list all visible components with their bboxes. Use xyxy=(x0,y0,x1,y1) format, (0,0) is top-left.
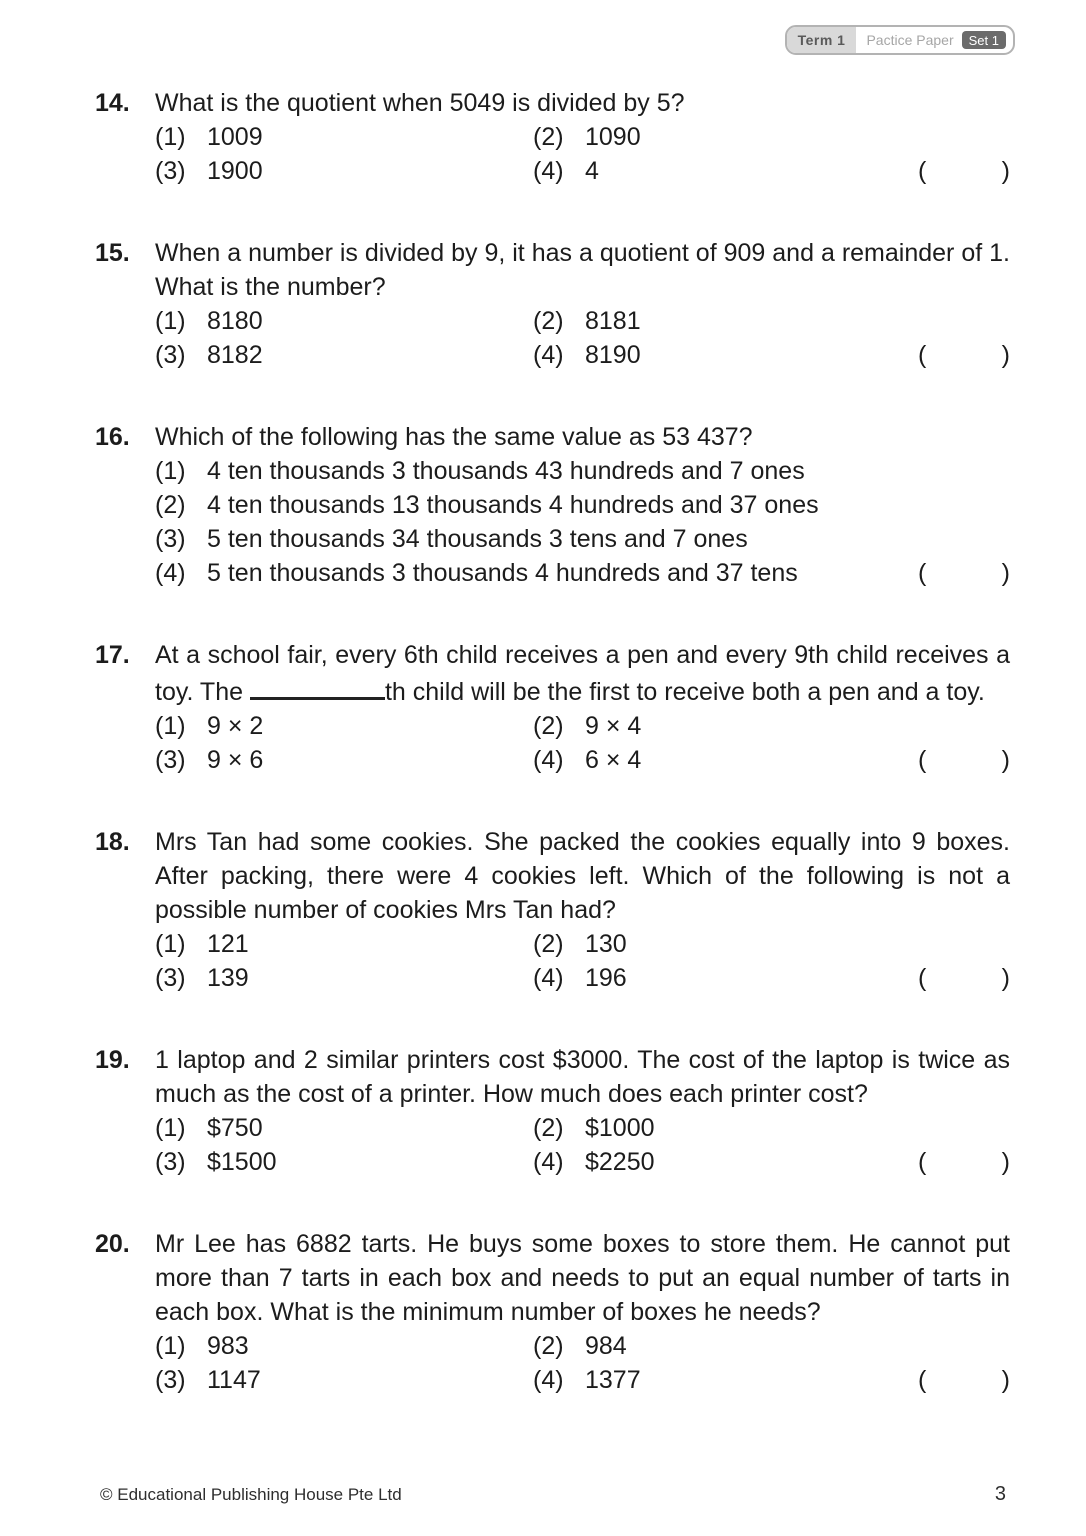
answer-bracket: ) xyxy=(1001,1366,1010,1394)
option xyxy=(533,1329,1010,1363)
option-label: (2) xyxy=(533,1332,564,1360)
answer-bracket: ) xyxy=(1001,157,1010,185)
option-value: 984 xyxy=(585,1332,627,1360)
option xyxy=(533,927,1010,961)
question-body xyxy=(155,638,1010,777)
option-value: 1900 xyxy=(207,157,263,185)
option xyxy=(155,304,533,338)
question xyxy=(95,1043,1010,1179)
answer-brackets xyxy=(918,1145,1010,1179)
answer-bracket: ) xyxy=(1001,559,1010,587)
answer-brackets xyxy=(918,743,1010,777)
answer-bracket: ( xyxy=(918,1366,927,1394)
option-value: 1090 xyxy=(585,123,641,151)
question-body xyxy=(155,420,1010,590)
question-number: 17. xyxy=(95,641,130,669)
option-label: (3) xyxy=(155,1366,186,1394)
option-label: (4) xyxy=(155,559,186,587)
option xyxy=(155,961,533,995)
answer-brackets xyxy=(918,961,1010,995)
option-value: 4 ten thousands 3 thousands 43 hundreds and 7 ones xyxy=(207,457,805,485)
option-value: 5 ten thousands 3 thousands 4 hundreds and 37 tens xyxy=(207,559,798,587)
page-number: 3 xyxy=(994,1483,1006,1505)
answer-bracket: ( xyxy=(918,964,927,992)
option-label: (3) xyxy=(155,157,186,185)
option xyxy=(155,154,533,188)
option-label: (1) xyxy=(155,930,186,958)
term-label: Term 1 xyxy=(787,27,857,53)
questions-list xyxy=(95,86,1010,1445)
answer-bracket: ( xyxy=(918,157,927,185)
option-label: (3) xyxy=(155,746,186,774)
set-badge: Set 1 xyxy=(962,31,1006,49)
options xyxy=(155,120,1010,188)
question-text: Mr Lee has 6882 tarts. He buys some boxes to store them. He cannot put more than 7 tarts in each box and needs to put an equal number of tarts in each box. What is the minimum number of boxes he needs? xyxy=(155,1230,1010,1326)
option-value: 8181 xyxy=(585,307,641,335)
answer-bracket: ( xyxy=(918,746,927,774)
option-label: (4) xyxy=(533,746,564,774)
question-body xyxy=(155,1043,1010,1179)
question xyxy=(95,1227,1010,1397)
option-label: (4) xyxy=(533,1366,564,1394)
question-text: 1 laptop and 2 similar printers cost $3000. The cost of the laptop is twice as much as the cost of a printer. How much does each printer cost? xyxy=(155,1046,1010,1108)
question-number: 20. xyxy=(95,1230,130,1258)
option xyxy=(155,338,533,372)
option-label: (4) xyxy=(533,1148,564,1176)
option xyxy=(155,488,1010,522)
option xyxy=(155,120,533,154)
option-value: 8190 xyxy=(585,341,641,369)
option-value: 1147 xyxy=(207,1366,261,1394)
question-body xyxy=(155,86,1010,188)
option-label: (1) xyxy=(155,712,186,740)
option-value: 6 × 4 xyxy=(585,746,642,774)
option-value: 8182 xyxy=(207,341,263,369)
question-number: 18. xyxy=(95,828,130,856)
option-label: (2) xyxy=(533,1114,564,1142)
option xyxy=(155,743,533,777)
option-value: 1377 xyxy=(585,1366,641,1394)
option-value: 139 xyxy=(207,964,249,992)
options xyxy=(155,454,1010,590)
copyright: © Educational Publishing House Pte Ltd xyxy=(100,1485,402,1504)
answer-brackets xyxy=(918,1363,1010,1397)
answer-bracket: ) xyxy=(1001,1148,1010,1176)
option-value: 983 xyxy=(207,1332,249,1360)
question xyxy=(95,236,1010,372)
option xyxy=(155,709,533,743)
options xyxy=(155,304,1010,372)
option-value: $2250 xyxy=(585,1148,655,1176)
question-text: When a number is divided by 9, it has a quotient of 909 and a remainder of 1. What is the number? xyxy=(155,239,1010,301)
question xyxy=(95,86,1010,188)
option xyxy=(533,304,1010,338)
option-value: $1000 xyxy=(585,1114,655,1142)
option-label: (2) xyxy=(533,123,564,151)
answer-brackets xyxy=(918,338,1010,372)
question-text: Which of the following has the same value as 53 437? xyxy=(155,423,753,451)
question xyxy=(95,638,1010,777)
option-value: 121 xyxy=(207,930,249,958)
option-label: (4) xyxy=(533,341,564,369)
option-label: (3) xyxy=(155,341,186,369)
option xyxy=(155,1111,533,1145)
question-text: What is the quotient when 5049 is divided by 5? xyxy=(155,89,685,117)
option xyxy=(155,454,1010,488)
question-number: 16. xyxy=(95,423,130,451)
options xyxy=(155,1111,1010,1179)
option xyxy=(155,927,533,961)
option xyxy=(533,120,1010,154)
answer-bracket: ) xyxy=(1001,341,1010,369)
option-label: (2) xyxy=(533,930,564,958)
option xyxy=(155,1329,533,1363)
question-number: 15. xyxy=(95,239,130,267)
question-body xyxy=(155,1227,1010,1397)
option xyxy=(155,1363,533,1397)
question-body xyxy=(155,236,1010,372)
option-label: (4) xyxy=(533,157,564,185)
question xyxy=(95,825,1010,995)
option xyxy=(533,1111,1010,1145)
option xyxy=(155,1145,533,1179)
question-number: 14. xyxy=(95,89,130,117)
question-text: Mrs Tan had some cookies. She packed the cookies equally into 9 boxes. After packing, there were 4 cookies left. Which of the following is not a possible number of cookies Mrs Tan had? xyxy=(155,828,1010,924)
option xyxy=(155,556,1010,590)
option-label: (1) xyxy=(155,307,186,335)
option-value: $1500 xyxy=(207,1148,277,1176)
option-label: (2) xyxy=(155,491,186,519)
question xyxy=(95,420,1010,590)
option-value: $750 xyxy=(207,1114,263,1142)
option-label: (2) xyxy=(533,712,564,740)
option-label: (2) xyxy=(533,307,564,335)
answer-blank-line xyxy=(250,672,385,700)
option-value: 4 ten thousands 13 thousands 4 hundreds and 37 ones xyxy=(207,491,819,519)
paper-label: Pactice Paper xyxy=(866,32,954,48)
option-value: 5 ten thousands 34 thousands 3 tens and 7 ones xyxy=(207,525,748,553)
answer-bracket: ) xyxy=(1001,746,1010,774)
answer-bracket: ( xyxy=(918,341,927,369)
option-value: 4 xyxy=(585,157,599,185)
answer-brackets xyxy=(918,556,1010,590)
option-value: 196 xyxy=(585,964,627,992)
option-label: (3) xyxy=(155,1148,186,1176)
option-label: (1) xyxy=(155,457,186,485)
option-value: 1009 xyxy=(207,123,263,151)
option-label: (1) xyxy=(155,123,186,151)
answer-bracket: ( xyxy=(918,559,927,587)
header-badge xyxy=(785,25,1015,55)
option-label: (3) xyxy=(155,525,186,553)
option-label: (1) xyxy=(155,1114,186,1142)
question-text: At a school fair, every 6th child receives a pen and every 9th child receives a toy. The th child will be the first to receive both a pen and a toy. xyxy=(155,641,1010,706)
option-label: (1) xyxy=(155,1332,186,1360)
options xyxy=(155,927,1010,995)
option-label: (3) xyxy=(155,964,186,992)
option-value: 9 × 2 xyxy=(207,712,264,740)
options xyxy=(155,1329,1010,1397)
answer-brackets xyxy=(918,154,1010,188)
option xyxy=(155,522,1010,556)
option-value: 8180 xyxy=(207,307,263,335)
option-value: 9 × 6 xyxy=(207,746,264,774)
question-number: 19. xyxy=(95,1046,130,1074)
option xyxy=(533,709,1010,743)
options xyxy=(155,709,1010,777)
question-body xyxy=(155,825,1010,995)
answer-bracket: ( xyxy=(918,1148,927,1176)
option-label: (4) xyxy=(533,964,564,992)
option-value: 9 × 4 xyxy=(585,712,642,740)
page-footer xyxy=(100,1483,1006,1506)
option-value: 130 xyxy=(585,930,627,958)
answer-bracket: ) xyxy=(1001,964,1010,992)
